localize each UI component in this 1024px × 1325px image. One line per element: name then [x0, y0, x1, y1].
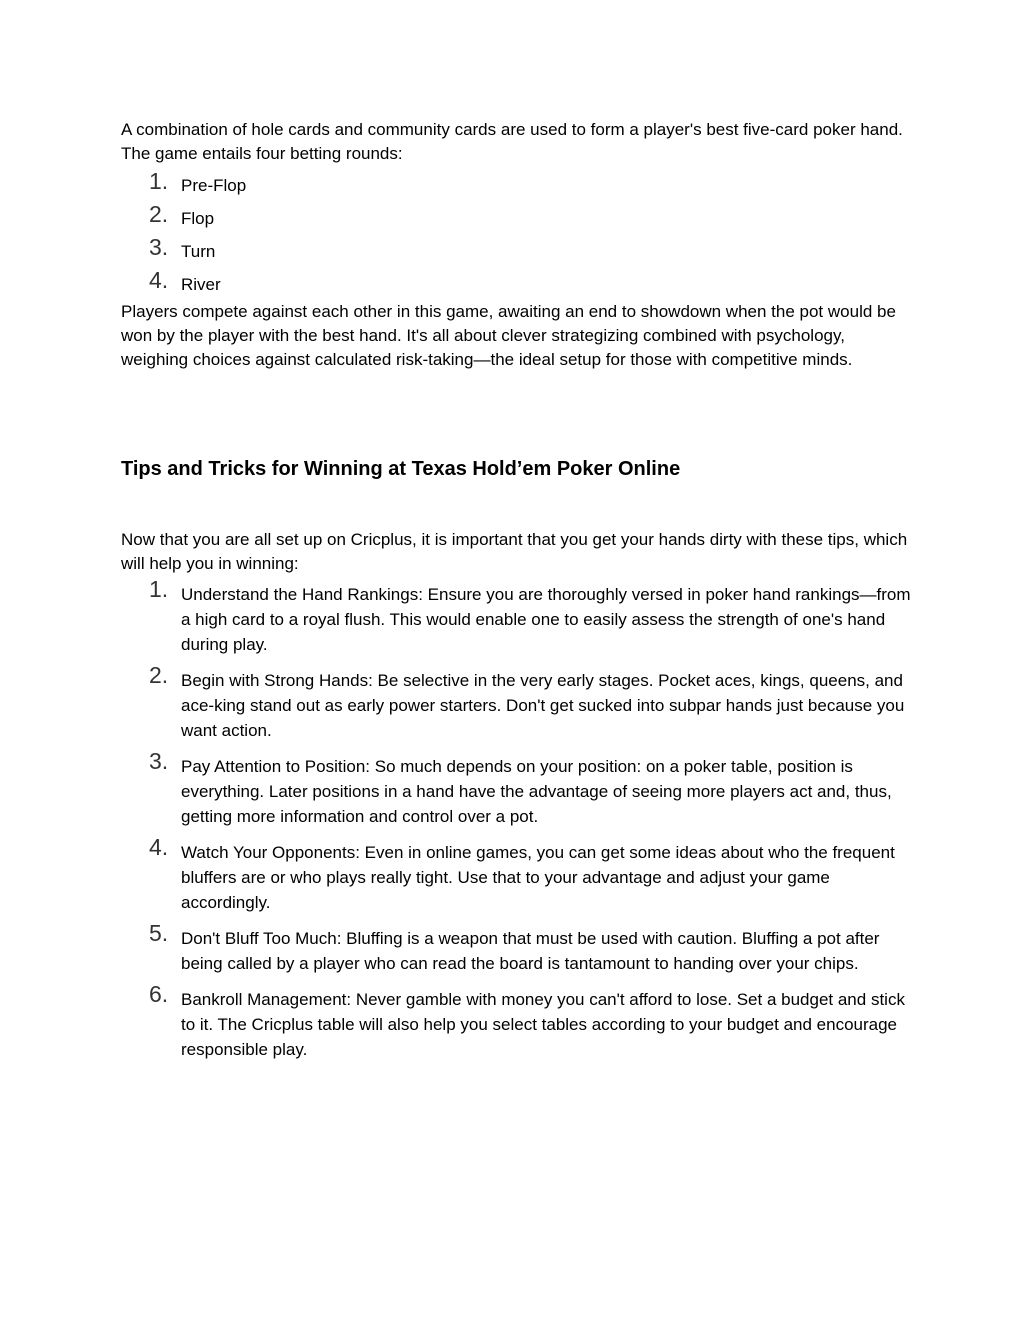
- tips-list: [121, 576, 911, 1067]
- list-item-text: Begin with Strong Hands: Be selective in the very early stages. Pocket aces, kings, queens, and ace-king stand out as early power starters. Don't get sucked into subpar hands just because you want action.: [181, 671, 905, 741]
- tips-intro-paragraph: Now that you are all set up on Cricplus, it is important that you get your hands dirty with these tips, which will help you in winning:: [121, 529, 908, 573]
- list-item-text: Don't Bluff Too Much: Bluffing is a weapon that must be used with caution. Bluffing a pot after being called by a player who can read the board is tantamount to handing over your chips.: [181, 929, 880, 974]
- list-number: 6.: [149, 981, 169, 1008]
- list-number: 3.: [149, 748, 169, 775]
- list-item: [121, 748, 911, 834]
- list-item-text: Watch Your Opponents: Even in online games, you can get some ideas about who the frequent bluffers are or who plays really tight. Use that to your advantage and adjust your game accordingly.: [181, 843, 895, 913]
- betting-rounds-intro: The game entails four betting rounds:: [121, 144, 403, 164]
- list-item: [121, 920, 911, 981]
- list-item-text: River: [181, 275, 221, 295]
- list-item-text: Turn: [181, 242, 216, 262]
- showdown-paragraph: Players compete against each other in this game, awaiting an end to showdown when the pot would be won by the player with the best hand. It's all about clever strategizing combined with psychology, weighing choices against calculated risk-taking—the ideal setup for those with competitive minds.: [121, 301, 896, 370]
- list-number: 1.: [149, 167, 169, 194]
- list-number: 5.: [149, 920, 169, 947]
- list-item-text: Understand the Hand Rankings: Ensure you are thoroughly versed in poker hand rankings—from a high card to a royal flush. This would enable one to easily assess the strength of one's hand during play.: [181, 585, 911, 655]
- list-item-text: Pay Attention to Position: So much depends on your position: on a poker table, position is everything. Later positions in a hand have the advantage of seeing more players act and, thus, getting more information and control over a pot.: [181, 757, 892, 827]
- list-item: [121, 200, 911, 233]
- list-item-text: Bankroll Management: Never gamble with money you can't afford to lose. Set a budget and stick to it. The Cricplus table will also help you select tables according to your budget and encourage responsible play.: [181, 990, 905, 1060]
- list-number: 3.: [149, 234, 169, 261]
- list-item: [121, 266, 911, 299]
- list-item-text: Flop: [181, 208, 215, 228]
- list-number: 2.: [149, 200, 169, 227]
- list-item: [121, 662, 911, 748]
- document-page: [121, 118, 911, 1067]
- list-number: 4.: [149, 834, 169, 861]
- list-item-text: Pre-Flop: [181, 175, 247, 195]
- section-heading: Tips and Tricks for Winning at Texas Hold’em Poker Online: [121, 457, 681, 480]
- list-item: [121, 233, 911, 266]
- list-item: [121, 167, 911, 200]
- list-number: 2.: [149, 662, 169, 689]
- list-item: [121, 834, 911, 920]
- list-item: [121, 576, 911, 662]
- betting-rounds-list: [121, 167, 911, 300]
- intro-paragraph: A combination of hole cards and community cards are used to form a player's best five-card poker hand.: [121, 120, 903, 139]
- list-number: 1.: [149, 576, 169, 603]
- list-item: [121, 981, 911, 1067]
- list-number: 4.: [149, 267, 169, 294]
